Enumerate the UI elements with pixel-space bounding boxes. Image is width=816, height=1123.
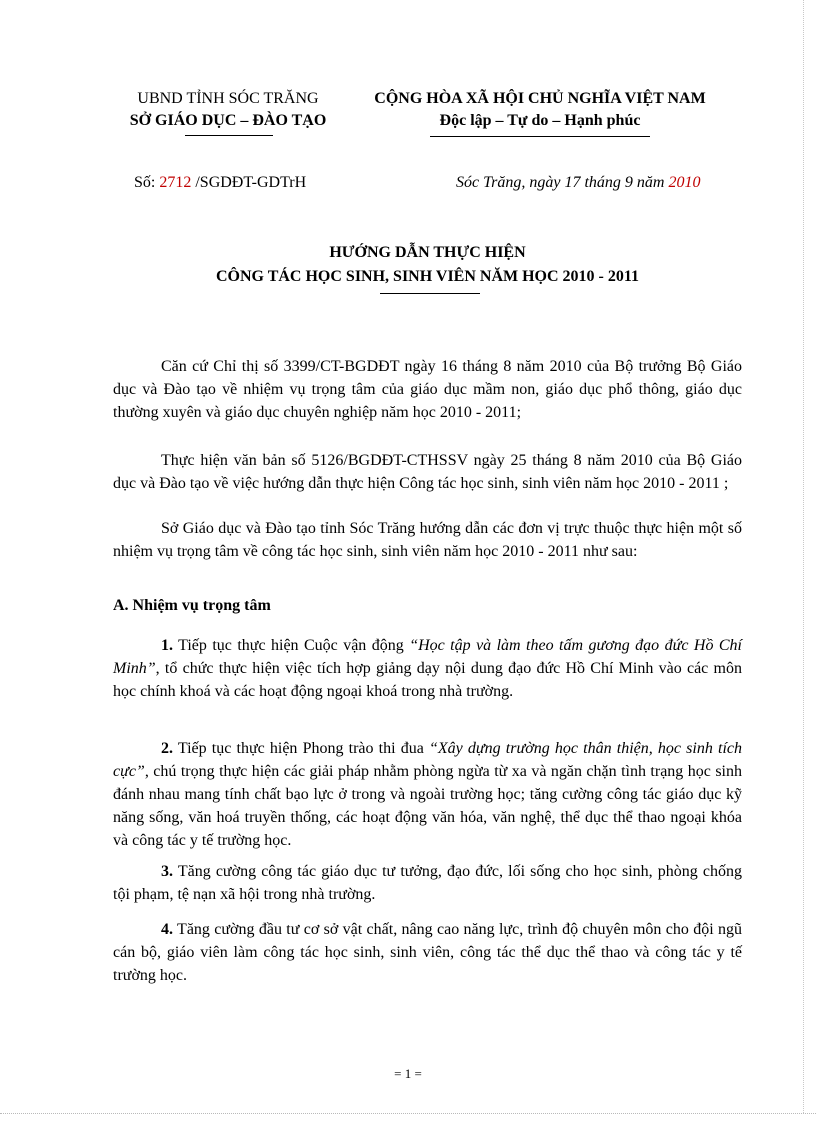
issuer-block — [113, 88, 343, 132]
motto-underline — [430, 136, 650, 137]
document-number: Số: 2712 /SGDĐT-GDTrH — [134, 174, 307, 191]
preamble-paragraph-1: Căn cứ Chỉ thị số 3399/CT-BGDĐT ngày 16 tháng 8 năm 2010 của Bộ trưởng Bộ Giáo dục và Đào tạo về nhiệm vụ trọng tâm của giáo dục mầm non, giáo dục phổ thông, giáo dục thường xuyên và giáo dục chuyên nghiệp năm học 2010 - 2011; — [113, 358, 742, 421]
issuer-province: UBND TỈNH SÓC TRĂNG — [137, 90, 319, 107]
title-underline — [380, 293, 480, 294]
task-item-3: 3. Tăng cường công tác giáo dục tư tưởng, đạo đức, lối sống cho học sinh, phòng chống tội phạm, tệ nạn xã hội trong nhà trường. — [113, 863, 742, 903]
task-item-2-number: 2. — [161, 740, 173, 757]
task-item-4: 4. Tăng cường đầu tư cơ sở vật chất, nâng cao năng lực, trình độ chuyên môn cho đội ngũ cán bộ, giáo viên làm công tác học sinh, sinh viên, công tác thể dục thể thao và công tác y tế trường học. — [113, 921, 742, 984]
document-number-value: 2712 — [159, 174, 192, 191]
page-boundary-right — [803, 0, 804, 1113]
task-item-2-quote: “Xây dựng trường học thân thiện, học sinh tích cực” — [113, 740, 742, 780]
task-item-2: 2. Tiếp tục thực hiện Phong trào thi đua “Xây dựng trường học thân thiện, học sinh tích cực”, chú trọng thực hiện các giải pháp nhằm phòng ngừa từ xa và ngăn chặn tình trạng học sinh đánh nhau mang tính chất bạo lực ở trong và ngoài trường học; tăng cường công tác giáo dục kỹ năng sống, văn hoá truyền thống, các hoạt động văn hóa, văn nghệ, thể dục thể thao ngoại khóa và công tác y tế trường học. — [113, 740, 742, 849]
national-title: CỘNG HÒA XÃ HỘI CHỦ NGHĨA VIỆT NAM — [374, 90, 706, 107]
task-item-1: 1. Tiếp tục thực hiện Cuộc vận động “Học tập và làm theo tấm gương đạo đức Hồ Chí Minh”, tổ chức thực hiện việc tích hợp giảng dạy nội dung đạo đức Hồ Chí Minh vào các môn học chính khoá và các hoạt động ngoại khoá trong nhà trường. — [113, 637, 743, 700]
national-header — [352, 88, 728, 132]
section-heading-a: A. Nhiệm vụ trọng tâm — [113, 597, 271, 614]
task-item-3-number: 3. — [161, 863, 173, 880]
document-title — [113, 241, 742, 289]
title-line1: HƯỚNG DẪN THỰC HIỆN — [329, 244, 526, 261]
task-item-1-number: 1. — [161, 637, 173, 654]
page-boundary-bottom — [0, 1113, 816, 1114]
national-motto: Độc lập – Tự do – Hạnh phúc — [439, 112, 641, 129]
issuer-department: SỞ GIÁO DỤC – ĐÀO TẠO — [129, 112, 327, 129]
document-year: 2010 — [668, 174, 701, 191]
preamble-paragraph-3: Sở Giáo dục và Đào tạo tỉnh Sóc Trăng hướng dẫn các đơn vị trực thuộc thực hiện một số nhiệm vụ trọng tâm về công tác học sinh, sinh viên năm học 2010 - 2011 như sau: — [113, 520, 742, 560]
task-item-1-quote: “Học tập và làm theo tấm gương đạo đức Hồ Chí Minh” — [113, 637, 743, 677]
title-line2: CÔNG TÁC HỌC SINH, SINH VIÊN NĂM HỌC 2010 - 2011 — [215, 268, 639, 285]
document-date: Sóc Trăng, ngày 17 tháng 9 năm 2010 — [456, 174, 701, 191]
issuer-underline — [185, 135, 273, 136]
preamble-paragraph-2: Thực hiện văn bản số 5126/BGDĐT-CTHSSV ngày 25 tháng 8 năm 2010 của Bộ Giáo dục và Đào tạo về việc hướng dẫn thực hiện Công tác học sinh, sinh viên năm học 2010 - 2011 ; — [113, 452, 742, 492]
task-item-4-number: 4. — [161, 921, 173, 938]
page-number: = 1 = — [394, 1066, 422, 1081]
